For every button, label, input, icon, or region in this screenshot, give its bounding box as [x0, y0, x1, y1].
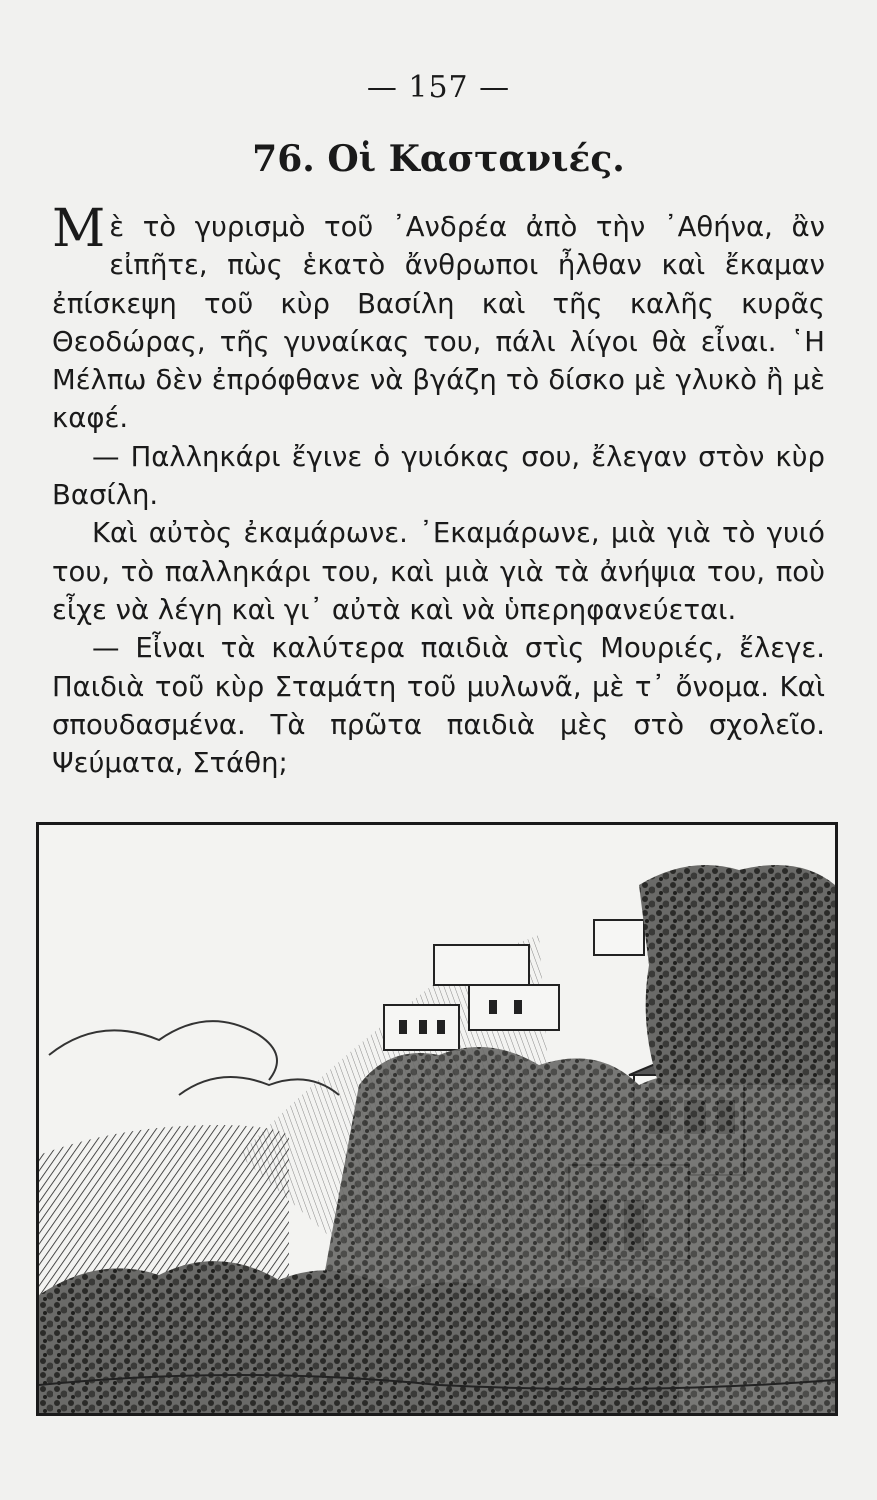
paragraph-1 — [52, 199, 825, 438]
paragraph-2: — Παλληκάρι ἔγινε ὁ γυιόκας σου, ἔλεγαν στὸν κὺρ Βασίλη. — [52, 440, 825, 512]
village-landscape-engraving-icon — [36, 822, 838, 1416]
chapter-title: 76. Οἱ Καστανιές. — [252, 138, 625, 180]
body-text — [52, 199, 825, 782]
drop-cap: Μ — [52, 199, 106, 259]
paragraph-4: — Εἶναι τὰ καλύτερα παιδιὰ στὶς Μουριές, ἔλεγε. Παιδιὰ τοῦ κὺρ Σταμάτη τοῦ μυλωνᾶ, μὲ τ᾿ ὄνομα. Καὶ σπουδασμένα. Τὰ πρῶτα παιδιὰ μὲς στὸ σχολεῖο. Ψεύματα, Στάθη; — [52, 632, 825, 780]
page-number: — 157 — — [366, 70, 511, 105]
paragraph-3: Καὶ αὐτὸς ἐκαμάρωνε. ᾿Εκαμάρωνε, μιὰ γιὰ τὸ γυιό του, τὸ παλληκάρι του, καὶ μιὰ γιὰ τὰ ἀνήψια του, ποὺ εἶχε νὰ λέγη καὶ γι᾿ αὐτὰ καὶ νὰ ὑπερηφανεύεται. — [52, 517, 825, 626]
paragraph-1-text: ὲ τὸ γυρισμὸ τοῦ ᾿Ανδρέα ἀπὸ τὴν ᾿Αθήνα, ἂν εἰπῆτε, πὼς ἑκατὸ ἄνθρωποι ἦλθαν καὶ ἔκαμαν ἐπίσκεψη τοῦ κὺρ Βασίλη καὶ τῆς καλῆς κυρᾶς Θεοδώρας, τῆς γυναίκας του, πάλι λίγοι θὰ εἶναι. ῾Η Μέλπω δὲν ἐπρόφθανε νὰ βγάζη τὸ δίσκο μὲ γλυκὸ ἢ μὲ καφέ. — [52, 211, 825, 435]
illustration-svg — [39, 825, 835, 1413]
